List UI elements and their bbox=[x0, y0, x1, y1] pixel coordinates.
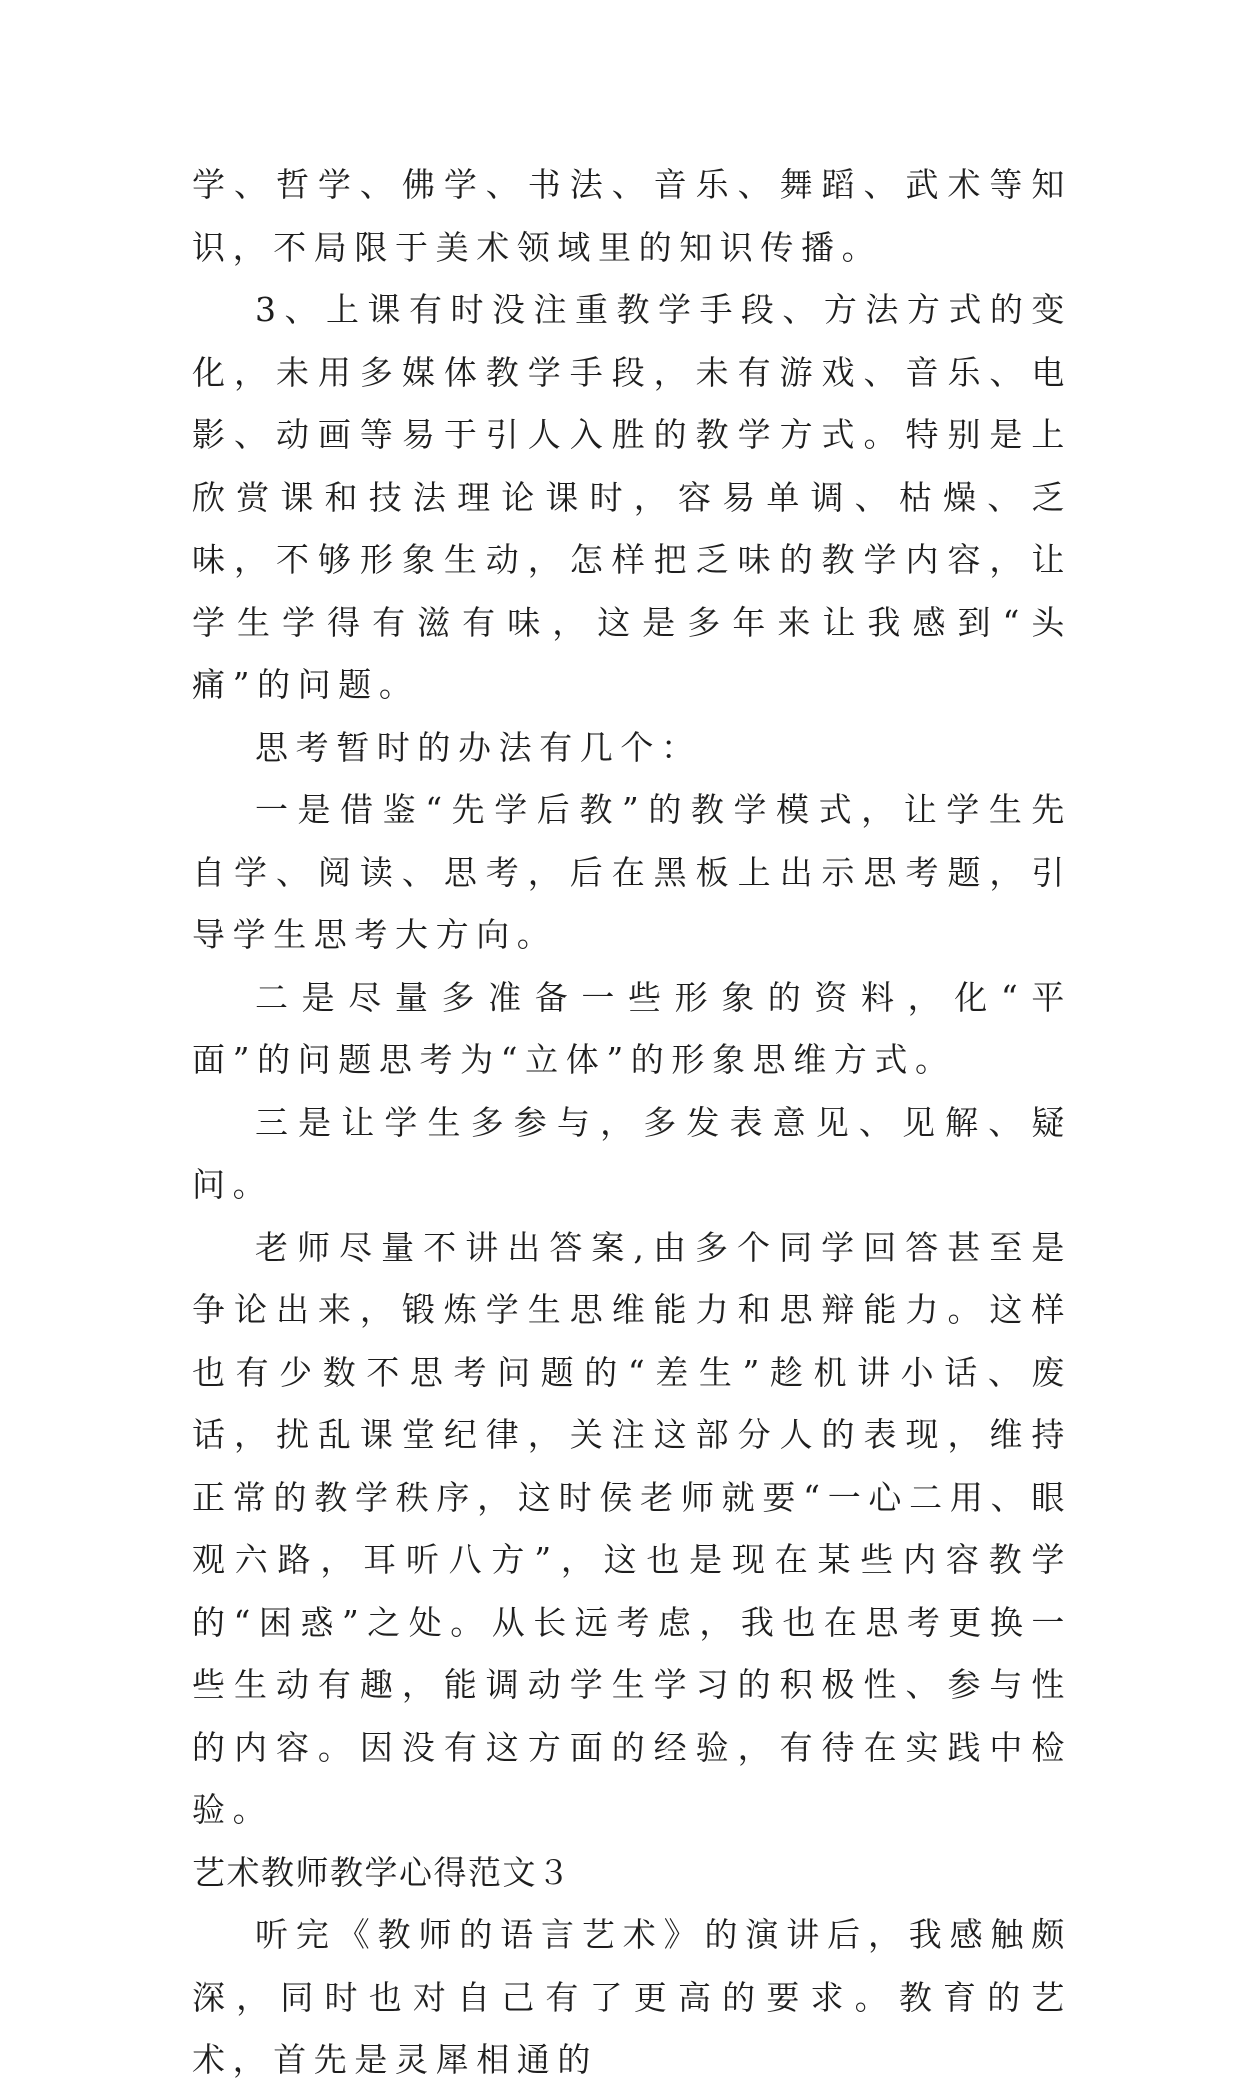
document-body bbox=[192, 154, 1072, 2092]
paragraph-speech-reflection: 听完《教师的语言艺术》的演讲后，我感触颇深，同时也对自己有了更高的要求。教育的艺术，首先是灵犀相通的 bbox=[192, 1915, 1072, 2079]
paragraph-solutions-intro: 思考暂时的办法有几个： bbox=[255, 727, 702, 767]
paragraph-teacher-discussion: 老师尽量不讲出答案,由多个同学回答甚至是争论出来，锻炼学生思维能力和思辩能力。这样也有少数不思考问题的“差生”趁机讲小话、废话，扰乱课堂纪律，关注这部分人的表现，维持正常的教学秩序，这时侯老师就要“一心二用、眼观六路，耳听八方”，这也是现在某些内容教学的“困惑”之处。从长远考虑，我也在思考更换一些生动有趣，能调动学生学习的积极性、参与性的内容。因没有这方面的经验，有待在实践中检验。 bbox=[192, 1227, 1072, 1829]
paragraph-solution-1: 一是借鉴“先学后教”的教学模式，让学生先自学、阅读、思考，后在黑板上出示思考题，引导学生思考大方向。 bbox=[192, 790, 1072, 954]
paragraph-point-3: 3、上课有时没注重教学手段、方法方式的变化，未用多媒体教学手段，未有游戏、音乐、电影、动画等易于引人入胜的教学方式。特别是上欣赏课和技法理论课时，容易单调、枯燥、乏味，不够形象生动，怎样把乏味的教学内容，让学生学得有滋有味，这是多年来让我感到“头痛”的问题。 bbox=[192, 290, 1072, 704]
paragraph-solution-2: 二是尽量多准备一些形象的资料，化“平面”的问题思考为“立体”的形象思维方式。 bbox=[192, 977, 1072, 1079]
paragraph-solution-3: 三是让学生多参与，多发表意见、见解、疑问。 bbox=[192, 1102, 1072, 1204]
section-heading: 艺术教师教学心得范文３ bbox=[192, 1852, 572, 1892]
paragraph-continuation: 学、哲学、佛学、书法、音乐、舞蹈、武术等知识，不局限于美术领域里的知识传播。 bbox=[192, 165, 1072, 267]
